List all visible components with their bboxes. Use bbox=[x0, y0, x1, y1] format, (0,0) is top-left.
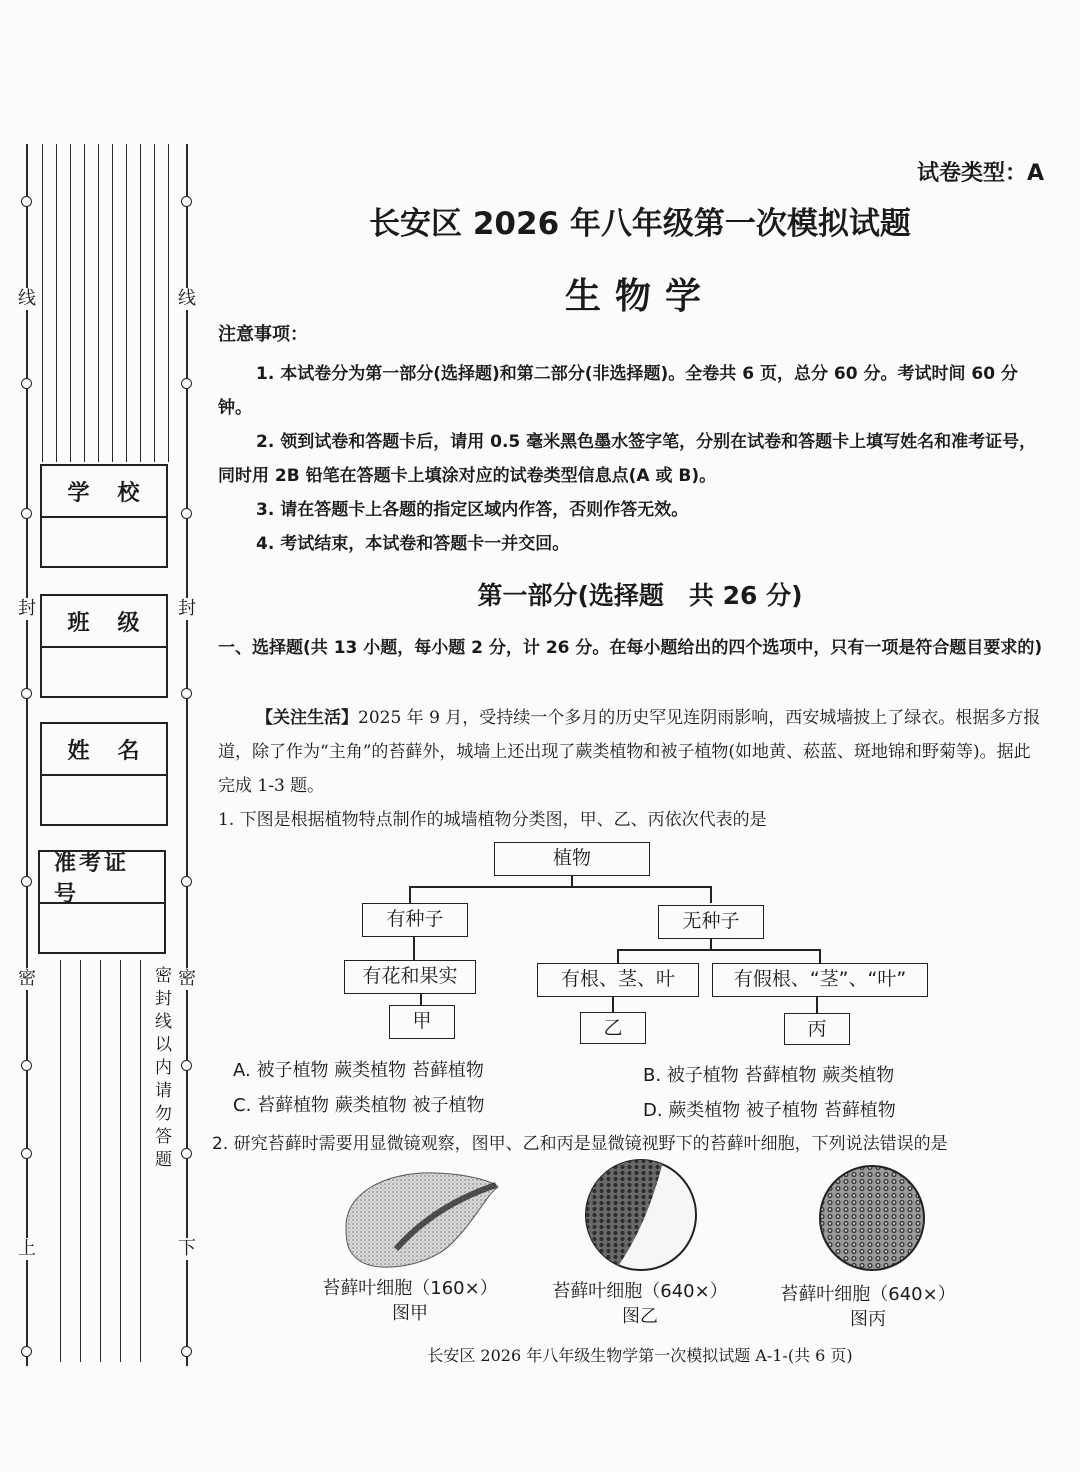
binding-line bbox=[70, 144, 71, 462]
connector bbox=[612, 996, 614, 1012]
moss-leaf-low-mag-image bbox=[336, 1163, 502, 1275]
binding-mark: 密 bbox=[18, 968, 36, 989]
binding-hole bbox=[21, 508, 32, 519]
binding-hole bbox=[181, 688, 192, 699]
option-d[interactable]: D. 蕨类植物 被子植物 苔藓植物 bbox=[643, 1100, 896, 1121]
binding-line bbox=[60, 960, 61, 1362]
figure-caption: 苔藓叶细胞（640×） bbox=[780, 1284, 956, 1305]
exam-id-field[interactable] bbox=[38, 850, 166, 954]
notice-item: 2. 领到试卷和答题卡后，请用 0.5 毫米黑色墨水签字笔，分别在试卷和答题卡上填写姓名和准考证号，同时用 2B 铅笔在答题卡上填涂对应的试卷类型信息点(A 或 B)。 bbox=[218, 432, 1037, 486]
option-a[interactable]: A. 被子植物 蕨类植物 苔藓植物 bbox=[233, 1060, 484, 1081]
connector bbox=[409, 886, 711, 888]
context-tag: 【关注生活】 bbox=[256, 708, 358, 728]
part-heading: 第一部分(选择题 共 26 分) bbox=[477, 581, 803, 610]
figure-caption: 苔藓叶细胞（640×） bbox=[552, 1281, 728, 1302]
binding-line bbox=[56, 144, 57, 462]
binding-mark: 封 bbox=[18, 598, 36, 619]
binding-line bbox=[140, 960, 141, 1362]
notice-item: 1. 本试卷分为第一部分(选择题)和第二部分(非选择题)。全卷共 6 页，总分 60 分。考试时间 60 分钟。 bbox=[218, 364, 1018, 418]
notice-heading: 注意事项： bbox=[218, 324, 308, 345]
binding-line bbox=[140, 144, 141, 462]
page-footer: 长安区 2026 年八年级生物学第一次模拟试题 A-1-(共 6 页) bbox=[427, 1346, 853, 1365]
binding-hole bbox=[181, 1060, 192, 1071]
node-flowers-fruit: 有花和果实 bbox=[344, 960, 476, 994]
connector bbox=[413, 936, 415, 960]
binding-line bbox=[154, 144, 155, 462]
binding-line bbox=[98, 144, 99, 462]
binding-mark: 下 bbox=[178, 1238, 196, 1259]
binding-mark: 封 bbox=[178, 598, 196, 619]
option-c[interactable]: C. 苔藓植物 蕨类植物 被子植物 bbox=[233, 1095, 485, 1116]
binding-line bbox=[84, 144, 85, 462]
connector bbox=[819, 949, 821, 963]
school-label: 学 校 bbox=[42, 466, 166, 518]
figure-label: 图甲 bbox=[392, 1303, 428, 1324]
figure-label: 图丙 bbox=[850, 1309, 886, 1330]
binding-line bbox=[100, 960, 101, 1362]
figure-label: 图乙 bbox=[622, 1306, 658, 1327]
moss-leaf-high-mag-image-1 bbox=[584, 1158, 698, 1272]
binding-line bbox=[42, 144, 43, 462]
binding-hole bbox=[21, 1148, 32, 1159]
node-jia: 甲 bbox=[389, 1005, 455, 1039]
exam-id-label: 准考证号 bbox=[40, 852, 164, 904]
binding-line bbox=[26, 144, 28, 1366]
connector bbox=[409, 886, 411, 903]
binding-line bbox=[80, 960, 81, 1362]
binding-mark: 上 bbox=[18, 1238, 36, 1259]
node-no-seed: 无种子 bbox=[658, 905, 764, 939]
node-root-stem-leaf: 有根、茎、叶 bbox=[537, 963, 699, 997]
connector bbox=[420, 993, 422, 1005]
binding-hole bbox=[21, 1346, 32, 1357]
paper-type: 试卷类型：A bbox=[916, 161, 1044, 186]
binding-instruction: 密封线以内请勿答题 bbox=[149, 966, 174, 1173]
name-field[interactable] bbox=[40, 722, 168, 826]
binding-line bbox=[168, 144, 169, 462]
binding-hole bbox=[21, 1060, 32, 1071]
binding-hole bbox=[181, 876, 192, 887]
exam-title: 长安区 2026 年八年级第一次模拟试题 bbox=[369, 206, 911, 242]
name-label: 姓 名 bbox=[42, 724, 166, 776]
binding-hole bbox=[21, 196, 32, 207]
context-text: 2025 年 9 月，受持续一个多月的历史罕见连阴雨影响，西安城墙披上了绿衣。根据多方报道，除了作为“主角”的苔藓外，城墙上还出现了蕨类植物和被子植物(如地黄、菘蓝、斑地锦和野菊等)。据此完成 1-3 题。 bbox=[218, 708, 1041, 796]
binding-line bbox=[186, 144, 188, 1366]
subject-title: 生物学 bbox=[564, 276, 715, 317]
notice-item: 4. 考试结束，本试卷和答题卡一并交回。 bbox=[256, 534, 570, 554]
binding-line bbox=[126, 144, 127, 462]
node-false-root: 有假根、“茎”、“叶” bbox=[712, 963, 928, 997]
binding-hole bbox=[181, 196, 192, 207]
section-heading: 一、选择题(共 13 小题，每小题 2 分，计 26 分。在每小题给出的四个选项中，只有一项是符合题目要求的) bbox=[218, 638, 1043, 658]
binding-mark: 密 bbox=[178, 968, 196, 989]
moss-leaf-high-mag-image-2 bbox=[818, 1164, 926, 1272]
figure-caption-yi bbox=[542, 1279, 738, 1329]
school-field[interactable] bbox=[40, 464, 168, 568]
node-yi: 乙 bbox=[580, 1012, 646, 1044]
connector bbox=[617, 949, 619, 963]
connector bbox=[617, 949, 820, 951]
notice-item: 3. 请在答题卡上各题的指定区域内作答，否则作答无效。 bbox=[256, 500, 689, 520]
connector bbox=[710, 886, 712, 903]
binding-line bbox=[120, 960, 121, 1362]
binding-mark: 线 bbox=[178, 288, 196, 309]
figure-caption-bing bbox=[770, 1282, 966, 1332]
node-root: 植物 bbox=[494, 842, 650, 876]
connector bbox=[816, 996, 818, 1013]
binding-hole bbox=[181, 378, 192, 389]
binding-hole bbox=[181, 1346, 192, 1357]
context-paragraph bbox=[218, 701, 1044, 803]
node-bing: 丙 bbox=[784, 1013, 850, 1045]
class-label: 班 级 bbox=[42, 596, 166, 648]
option-b[interactable]: B. 被子植物 苔藓植物 蕨类植物 bbox=[643, 1065, 895, 1086]
figure-caption-jia bbox=[312, 1276, 508, 1326]
class-field[interactable] bbox=[40, 594, 168, 698]
binding-line bbox=[112, 144, 113, 462]
binding-hole bbox=[21, 378, 32, 389]
question-2-stem: 2. 研究苔藓时需要用显微镜观察，图甲、乙和丙是显微镜视野下的苔藓叶细胞，下列说法错误的是 bbox=[212, 1134, 948, 1154]
figure-caption: 苔藓叶细胞（160×） bbox=[322, 1278, 498, 1299]
binding-mark: 线 bbox=[18, 288, 36, 309]
binding-hole bbox=[181, 508, 192, 519]
node-has-seed: 有种子 bbox=[362, 903, 468, 937]
binding-hole bbox=[181, 1148, 192, 1159]
question-1-stem: 1. 下图是根据植物特点制作的城墙植物分类图，甲、乙、丙依次代表的是 bbox=[218, 810, 767, 830]
binding-hole bbox=[21, 688, 32, 699]
binding-hole bbox=[21, 876, 32, 887]
